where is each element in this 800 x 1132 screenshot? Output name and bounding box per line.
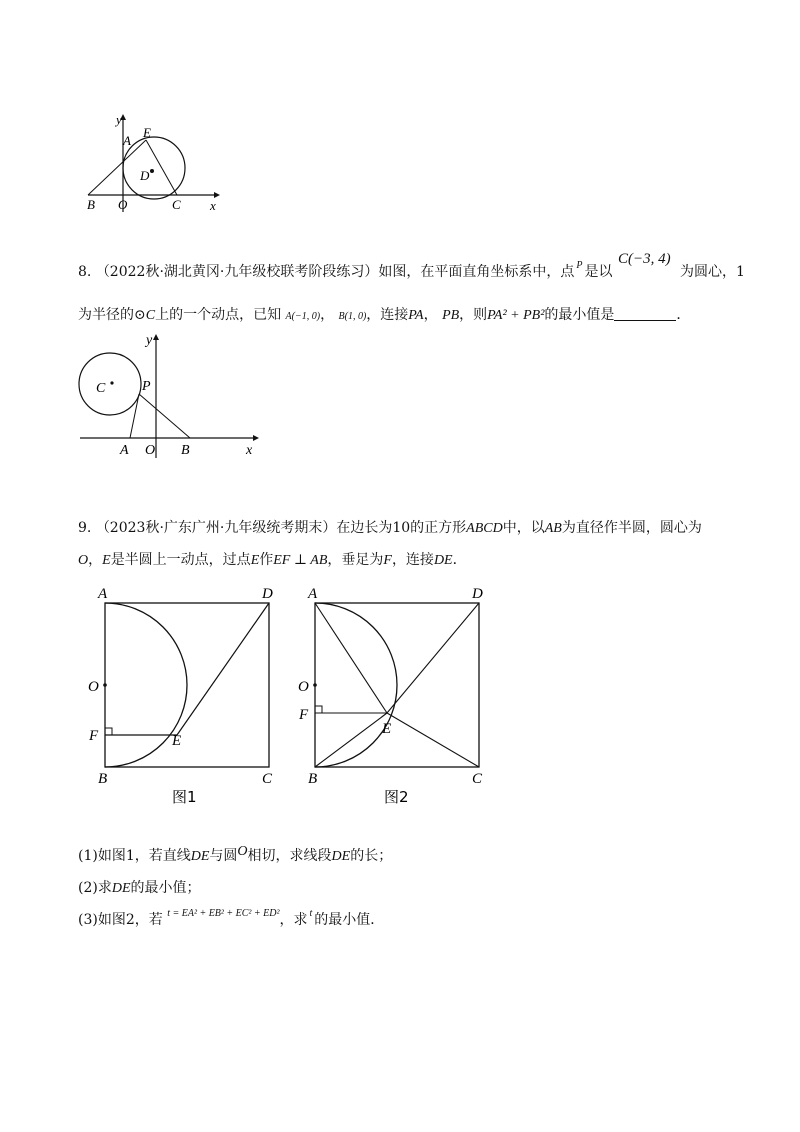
label-o: O [88, 679, 99, 695]
q9-text-b: 中，以 [502, 520, 545, 536]
q9-sub1-de: DE [190, 849, 210, 864]
point-o [103, 683, 107, 687]
q9-sub2-b: 的最小值； [130, 880, 201, 896]
right-angle-mark [315, 706, 322, 713]
y-axis-arrow [153, 334, 159, 340]
line-p-a [130, 394, 139, 438]
label-o: O [298, 679, 309, 695]
right-angle-mark [105, 728, 112, 735]
line-b-e [88, 140, 146, 195]
circle-d [123, 137, 185, 199]
q9-text-c: 为直径作半圆，圆心为 [561, 520, 702, 536]
q9-side: 10 [392, 520, 411, 536]
label-b: B [181, 443, 190, 458]
q9-sub3-expr: t = EA² + EB² + EC² + ED² [167, 908, 280, 919]
q8-center-c: C(−3, 4) [618, 251, 671, 267]
q9-sub3-t: t [309, 908, 313, 919]
label-e: E [172, 733, 182, 749]
label-c: C [472, 771, 483, 787]
q8-line2 [78, 305, 690, 327]
q8-number: 8. [78, 264, 92, 280]
q9-text-a: 的正方形 [410, 520, 467, 536]
semicircle [315, 603, 397, 767]
q9-line2-c: 作 [259, 552, 274, 568]
q9-sub3-b: ，求 [279, 912, 308, 928]
q9-ab: AB [544, 521, 562, 536]
x-axis-arrow [253, 435, 259, 441]
q8-line2-e: 的最小值是 [544, 307, 615, 323]
q9-number: 9. [78, 520, 92, 536]
q9-e2: E [250, 553, 260, 568]
q9-center-o: O [78, 553, 89, 568]
q9-line1 [78, 518, 702, 539]
q9-sub1-a: (1)如图1，若直线 [78, 848, 191, 864]
circle-c [79, 353, 141, 415]
figure-caption-2: 图2 [384, 788, 409, 806]
q9-sub2 [78, 878, 201, 899]
q9-line2-d: ，垂足为 [327, 552, 384, 568]
q8-line2-a: 为半径的⊙ [78, 307, 146, 323]
line-d-e [387, 603, 479, 713]
q8-line2-c: ，连接 [366, 307, 409, 323]
q9-sub2-de: DE [111, 881, 131, 896]
q8-circle-c: C [145, 308, 156, 323]
q8-sep2: ， [423, 307, 438, 323]
figure-q7 [80, 112, 230, 216]
q8-line1 [78, 262, 612, 284]
label-y: y [116, 112, 122, 127]
label-d: D [140, 168, 150, 183]
point-d [150, 169, 154, 173]
label-f: F [89, 728, 99, 744]
label-b: B [87, 197, 95, 212]
q9-sub1-b: 与圆 [209, 848, 238, 864]
label-a: A [120, 443, 129, 458]
q9-perp: EF ⊥ AB [273, 553, 328, 568]
q8-point-b: B(1, 0) [338, 311, 367, 322]
q9-line2-a: ， [88, 552, 103, 568]
q9-line2-b: 是半圆上一动点，过点 [110, 552, 251, 568]
q8-end: ． [676, 307, 691, 323]
q9-line2-f: ． [452, 552, 467, 568]
figure-q9-1 [84, 582, 294, 812]
label-d: D [472, 586, 483, 602]
q8-sep1: ， [320, 307, 335, 323]
label-d: D [262, 586, 273, 602]
q9-sub1-d: 的长； [350, 848, 393, 864]
line-d-e [177, 603, 269, 735]
q9-sub3-a: (3)如图2，若 [78, 912, 163, 928]
q9-line2-e: ，连接 [391, 552, 434, 568]
q8-line2-d: ，则 [459, 307, 488, 323]
label-c: C [172, 197, 181, 212]
q8-point-p: P [576, 260, 583, 271]
label-x: x [210, 198, 216, 213]
q9-sub1-c: 相切，求线段 [247, 848, 332, 864]
label-x: x [246, 443, 253, 458]
q9-de: DE [433, 553, 453, 568]
q8-text-mid2: 为圆心，1 [680, 264, 745, 280]
q9-sub2-a: (2)求 [78, 880, 112, 896]
label-c: C [262, 771, 273, 787]
label-e: E [143, 125, 151, 140]
q9-line2 [78, 550, 467, 571]
label-e: E [382, 721, 392, 737]
label-p: P [142, 379, 151, 394]
label-b: B [308, 771, 318, 787]
q8-line2-b: 上的一个动点，已知 [155, 307, 282, 323]
figure-q9-2 [294, 582, 504, 812]
line-e-c [146, 140, 177, 195]
label-y: y [146, 333, 153, 348]
figure-q8 [78, 328, 268, 460]
label-f: F [299, 707, 309, 723]
line-p-b [139, 394, 190, 438]
q8-point-a: A(−1, 0) [285, 311, 321, 322]
q9-f: F [383, 553, 392, 568]
label-a: A [123, 133, 131, 148]
point-o [313, 683, 317, 687]
label-o: O [118, 197, 128, 212]
q9-abcd: ABCD [466, 521, 503, 536]
q9-e: E [102, 553, 111, 568]
line-c-e [387, 713, 479, 767]
q9-sub3 [78, 910, 384, 932]
q9-sub3-c: 的最小值． [314, 912, 385, 928]
q9-source: （2023秋·广东广州·九年级统考期末）在边长为 [95, 520, 393, 536]
label-o: O [145, 443, 156, 458]
q9-sub1-de2: DE [331, 849, 351, 864]
q9-sub1-o: O [237, 844, 248, 859]
label-c: C [96, 381, 106, 396]
q8-expr: PA² + PB² [487, 308, 545, 323]
label-a: A [308, 586, 318, 602]
label-b: B [98, 771, 108, 787]
point-c [110, 381, 113, 384]
q8-pa: PA [408, 308, 424, 323]
label-a: A [98, 586, 108, 602]
q8-answer-blank[interactable] [614, 306, 676, 321]
figure-caption-1: 图1 [172, 788, 197, 806]
q9-sub1 [78, 846, 392, 867]
line-a-e [315, 603, 387, 713]
q8-source: （2022秋·湖北黄冈·九年级校联考阶段练习）如图，在平面直角坐标系中，点 [95, 264, 575, 280]
q8-text-mid: 是以 [584, 264, 613, 280]
q8-pb: PB [442, 308, 460, 323]
